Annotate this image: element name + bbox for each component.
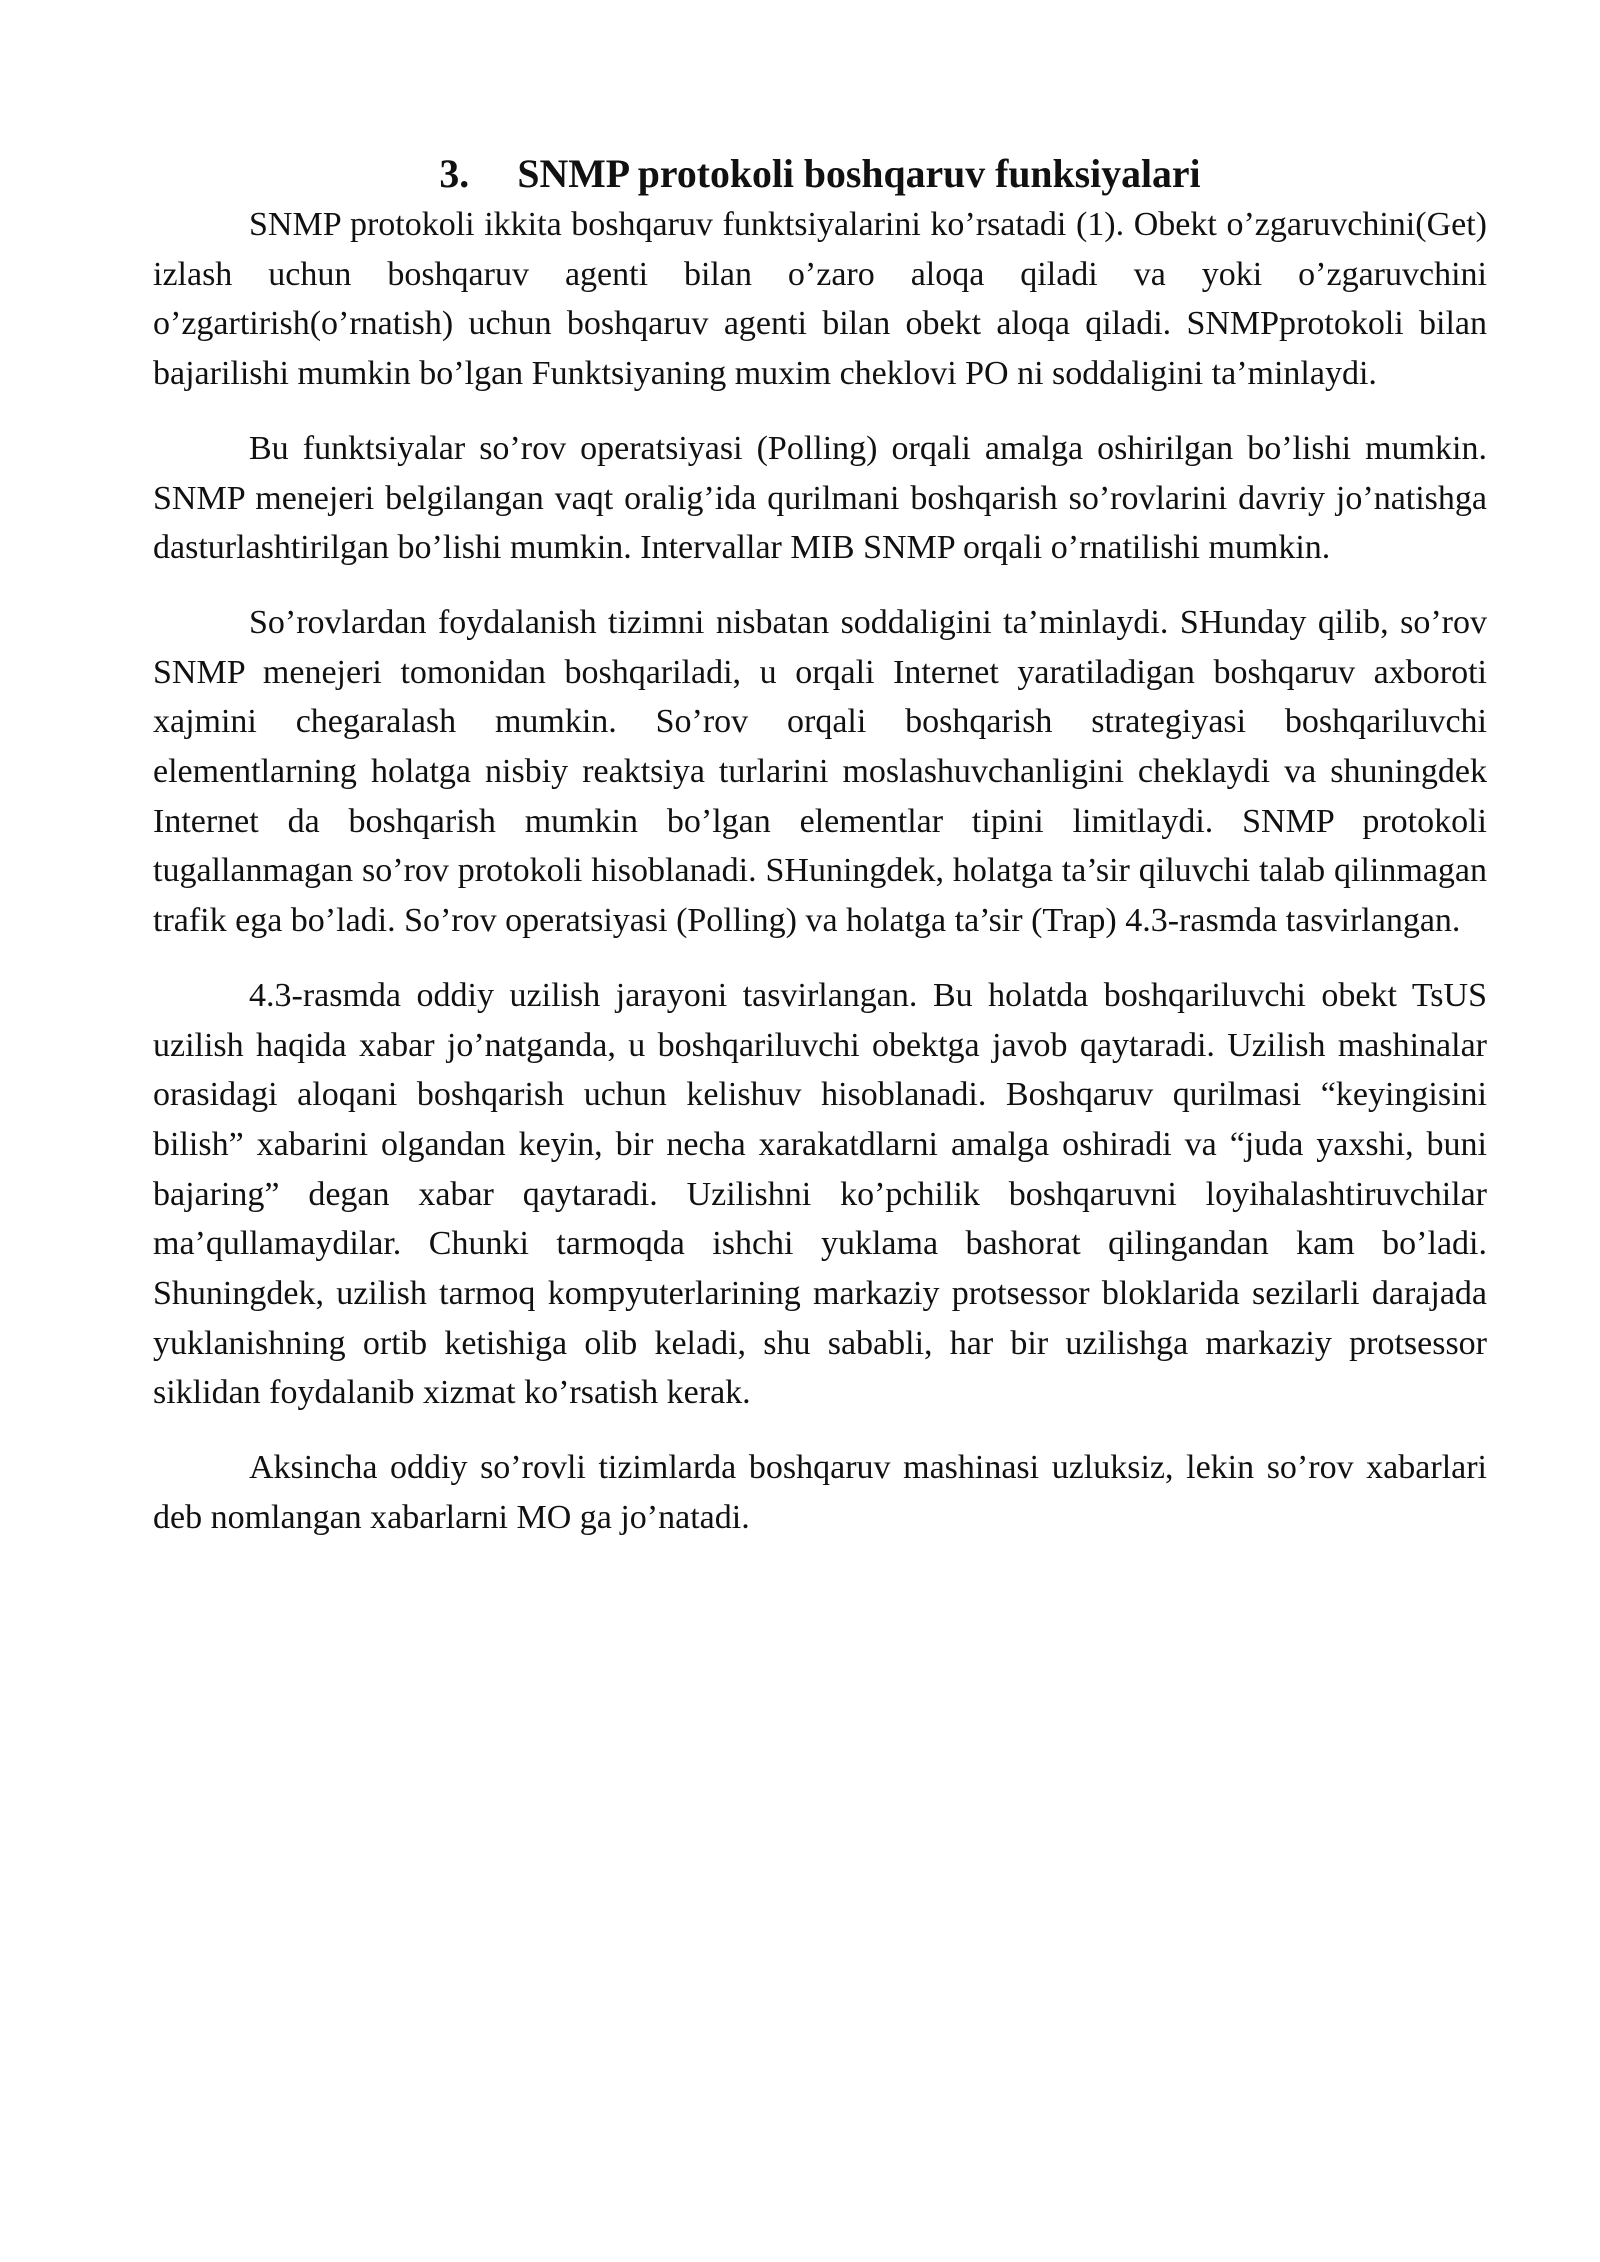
paragraph-5: Aksincha oddiy so’rovli tizimlarda boshqaruv mashinasi uzluksiz, lekin so’rov xabarlari deb nomlangan xabarlarni MO ga jo’natadi. <box>153 1449 1487 1536</box>
document-page <box>153 150 1487 1568</box>
paragraph-1: SNMP protokoli ikkita boshqaruv funktsiyalarini ko’rsatadi (1). Obekt o’zgaruvchini(Get) izlash uchun boshqaruv agenti bilan o’zaro aloqa qiladi va yoki o’zgaruvchini o’zgartirish(o’rnatish) uchun boshqaruv agenti bilan obekt aloqa qiladi. SNMPprotokoli bilan bajarilishi mumkin bo’lgan Funktsiyaning muxim cheklovi PO ni soddaligini ta’minlaydi. <box>153 206 1487 393</box>
section-title: SNMP protokoli boshqaruv funksiyalari <box>517 152 1201 196</box>
paragraph-4: 4.3-rasmda oddiy uzilish jarayoni tasvirlangan. Bu holatda boshqariluvchi obekt TsUS uzilish haqida xabar jo’natganda, u boshqariluvchi obektga javob qaytaradi. Uzilish mashinalar orasidagi aloqani boshqarish uchun kelishuv hisoblanadi. Boshqaruv qurilmasi “keyingisini bilish” xabarini olgandan keyin, bir necha xarakatdlarni amalga oshiradi va “juda yaxshi, buni bajaring” degan xabar qaytaradi. Uzilishni ko’pchilik boshqaruvni loyihalashtiruvchilar ma’qullamaydilar. Chunki tarmoqda ishchi yuklama bashorat qilingandan kam bo’ladi. Shuningdek, uzilish tarmoq kompyuterlarining markaziy protsessor bloklarida sezilarli darajada yuklanishning ortib ketishiga olib keladi, shu sababli, har bir uzilishga markaziy protsessor siklidan foydalanib xizmat ko’rsatish kerak. <box>153 976 1487 1412</box>
section-number: 3. <box>439 152 470 196</box>
paragraph-2: Bu funktsiyalar so’rov operatsiyasi (Polling) orqali amalga oshirilgan bo’lishi mumkin. SNMP menejeri belgilangan vaqt oralig’ida qurilmani boshqarish so’rovlarini davriy jo’natishga dasturlashtirilgan bo’lishi mumkin. Intervallar MIB SNMP orqali o’rnatilishi mumkin. <box>153 429 1487 567</box>
paragraph-3: So’rovlardan foydalanish tizimni nisbatan soddaligini ta’minlaydi. SHunday qilib, so’rov SNMP menejeri tomonidan boshqariladi, u orqali Internet yaratiladigan boshqaruv axboroti xajmini chegaralash mumkin. So’rov orqali boshqarish strategiyasi boshqariluvchi elementlarning holatga nisbiy reaktsiya turlarini moslashuvchanligini cheklaydi va shuningdek Internet da boshqarish mumkin bo’lgan elementlar tipini limitlaydi. SNMP protokoli tugallanmagan so’rov protokoli hisoblanadi. SHuningdek, holatga ta’sir qiluvchi talab qilinmagan trafik ega bo’ladi. So’rov operatsiyasi (Polling) va holatga ta’sir (Trap) 4.3-rasmda tasvirlangan. <box>153 603 1487 940</box>
section-heading <box>153 150 1487 200</box>
